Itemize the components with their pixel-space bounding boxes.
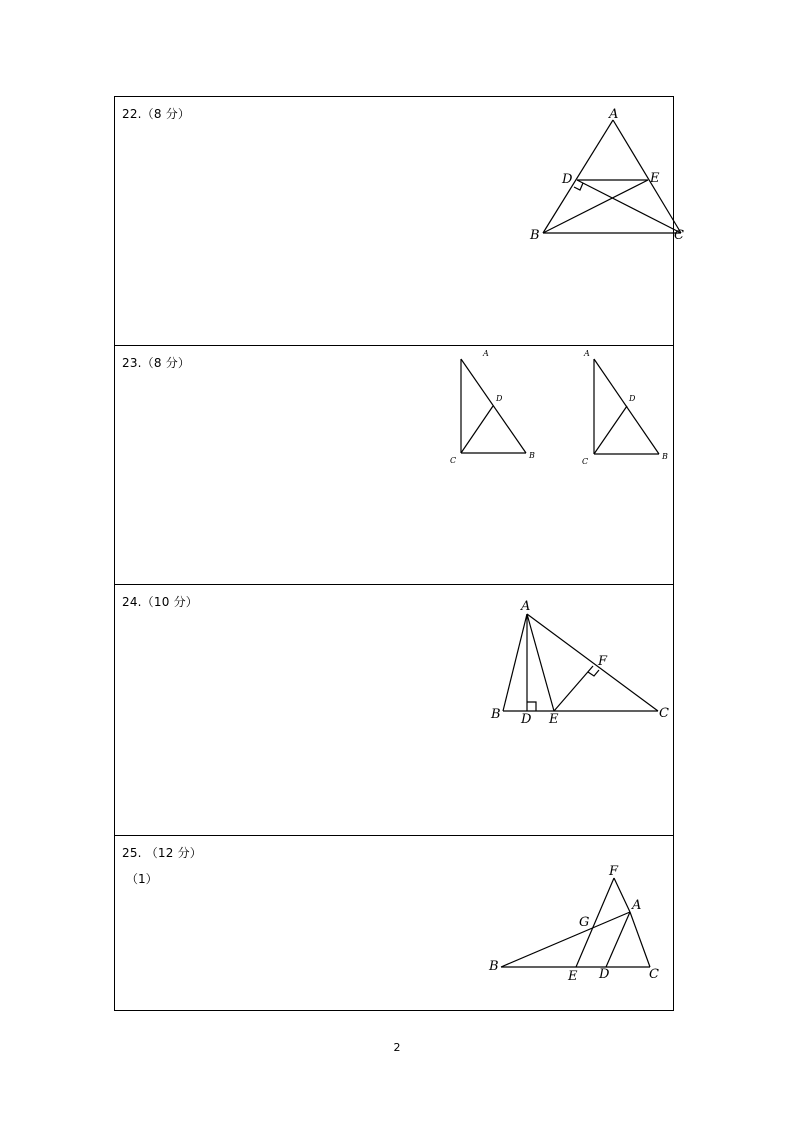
point-b-label: B (529, 451, 535, 460)
point-c-label: C (674, 228, 684, 243)
point-a-label: A (632, 898, 642, 913)
point-c-label: C (659, 706, 669, 721)
right-angle-mark-d (527, 702, 536, 711)
question-24-label: 24.（10 分） (122, 595, 198, 609)
point-f-label: F (609, 864, 619, 879)
point-e-label: E (549, 712, 559, 727)
question-25-figure (485, 836, 675, 996)
side-ab (543, 120, 613, 233)
point-d-label: D (562, 172, 573, 187)
side-ab (503, 614, 527, 711)
point-f-label: F (598, 654, 608, 669)
point-a-label: A (483, 349, 489, 358)
question-25-sub-label: （1） (126, 872, 158, 886)
answer-sheet (114, 96, 684, 1011)
segment-ef (554, 666, 593, 711)
segment-ba (501, 912, 630, 967)
point-e-label: E (650, 171, 660, 186)
point-c-label: C (450, 456, 457, 465)
segment-ae (527, 614, 554, 711)
segment-fa (614, 878, 630, 912)
question-23-figure-2 (570, 346, 680, 466)
question-22-box (115, 97, 684, 345)
question-23-box (115, 345, 673, 584)
right-angle-mark-f (588, 670, 599, 676)
segment-cd (461, 406, 493, 453)
question-24-figure (485, 585, 675, 735)
question-24-box (115, 584, 673, 835)
question-23-label: 23.（8 分） (122, 356, 191, 370)
point-b-label: B (530, 228, 540, 243)
point-a-label: A (609, 107, 619, 122)
point-b-label: B (491, 707, 501, 722)
point-b-label: B (662, 452, 668, 461)
question-23-figure-1 (435, 346, 555, 466)
point-b-label: B (489, 959, 499, 974)
side-ac (527, 614, 658, 711)
question-22-label: 22.（8 分） (122, 107, 191, 121)
question-22-figure (525, 97, 684, 257)
point-d-label: D (521, 712, 532, 727)
point-a-label: A (521, 599, 531, 614)
page-number: 2 (393, 1041, 401, 1054)
point-g-label: G (579, 915, 590, 930)
right-angle-mark (574, 183, 583, 190)
point-a-label: A (584, 349, 590, 358)
point-d-label: D (496, 394, 503, 403)
question-25-box (115, 835, 673, 1012)
question-25-label: 25. （12 分） (122, 846, 202, 860)
point-c-label: C (582, 457, 589, 466)
point-d-label: D (599, 967, 610, 982)
point-d-label: D (629, 394, 636, 403)
point-e-label: E (568, 969, 578, 984)
point-c-label: C (649, 967, 659, 982)
segment-cd (594, 406, 627, 454)
segment-ac (630, 912, 650, 967)
